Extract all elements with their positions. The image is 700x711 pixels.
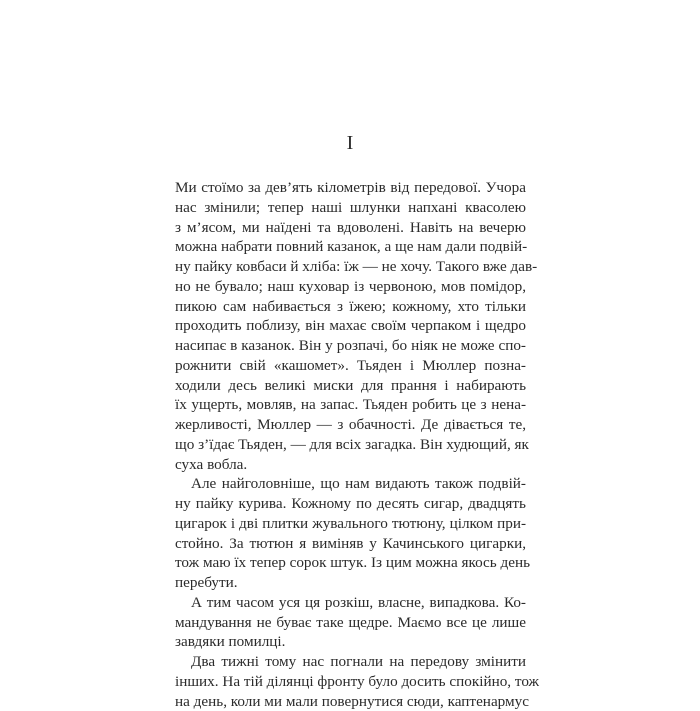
text-line: Два тижні тому нас погнали на передову змінити — [175, 652, 526, 672]
text-line: насипає в казанок. Він у розпачі, бо ніяк не може спо- — [175, 336, 526, 356]
text-line: тож маю їх тепер сорок штук. Із цим можна якось день — [175, 553, 526, 573]
text-line: можна набрати повний казанок, а ще нам дали подвій- — [175, 237, 526, 257]
text-line: з м’ясом, ми наїдені та вдоволені. Навіть на вечерю — [175, 218, 526, 238]
text-line: завдяки помилці. — [175, 632, 526, 652]
text-line: перебути. — [175, 573, 526, 593]
text-line: мандування не буває таке щедре. Маємо все це лише — [175, 613, 526, 633]
text-line: стойно. За тютюн я виміняв у Качинського цигарки, — [175, 534, 526, 554]
text-line: ну пайку ковбаси й хліба: їж — не хочу. Такого вже дав- — [175, 257, 526, 277]
text-line: цигарок і дві плитки жувального тютюну, цілком при- — [175, 514, 526, 534]
text-line: А тим часом уся ця розкіш, власне, випадкова. Ко- — [175, 593, 526, 613]
text-line: Але найголовніше, що нам видають також подвій- — [175, 474, 526, 494]
text-line: жерливості, Мюллер — з обачності. Де дівається те, — [175, 415, 526, 435]
text-line: інших. На тій ділянці фронту було досить спокійно, тож — [175, 672, 526, 692]
text-line: на день, коли ми мали повернутися сюди, каптенармус — [175, 692, 526, 711]
chapter-heading: I — [0, 132, 700, 155]
text-line: но не бувало; наш куховар із червоною, мов помідор, — [175, 277, 526, 297]
text-line: ходили десь великі миски для прання і набирають — [175, 376, 526, 396]
text-line: рожнити свій «кашомет». Тьяден і Мюллер позна- — [175, 356, 526, 376]
text-line: проходить поблизу, він махає своїм черпаком і щедро — [175, 316, 526, 336]
text-line: Ми стоїмо за дев’ять кілометрів від передової. Учора — [175, 178, 526, 198]
text-line: нас змінили; тепер наші шлунки напхані квасолею — [175, 198, 526, 218]
text-line: пикою сам набивається з їжею; кожному, хто тільки — [175, 297, 526, 317]
text-line: суха вобла. — [175, 455, 526, 475]
text-line: ну пайку курива. Кожному по десять сигар, двадцять — [175, 494, 526, 514]
body-text — [175, 178, 526, 711]
text-line: їх ущерть, мовляв, на запас. Тьяден робить це з нена- — [175, 395, 526, 415]
text-line: що з’їдає Тьяден, — для всіх загадка. Він худющий, як — [175, 435, 526, 455]
